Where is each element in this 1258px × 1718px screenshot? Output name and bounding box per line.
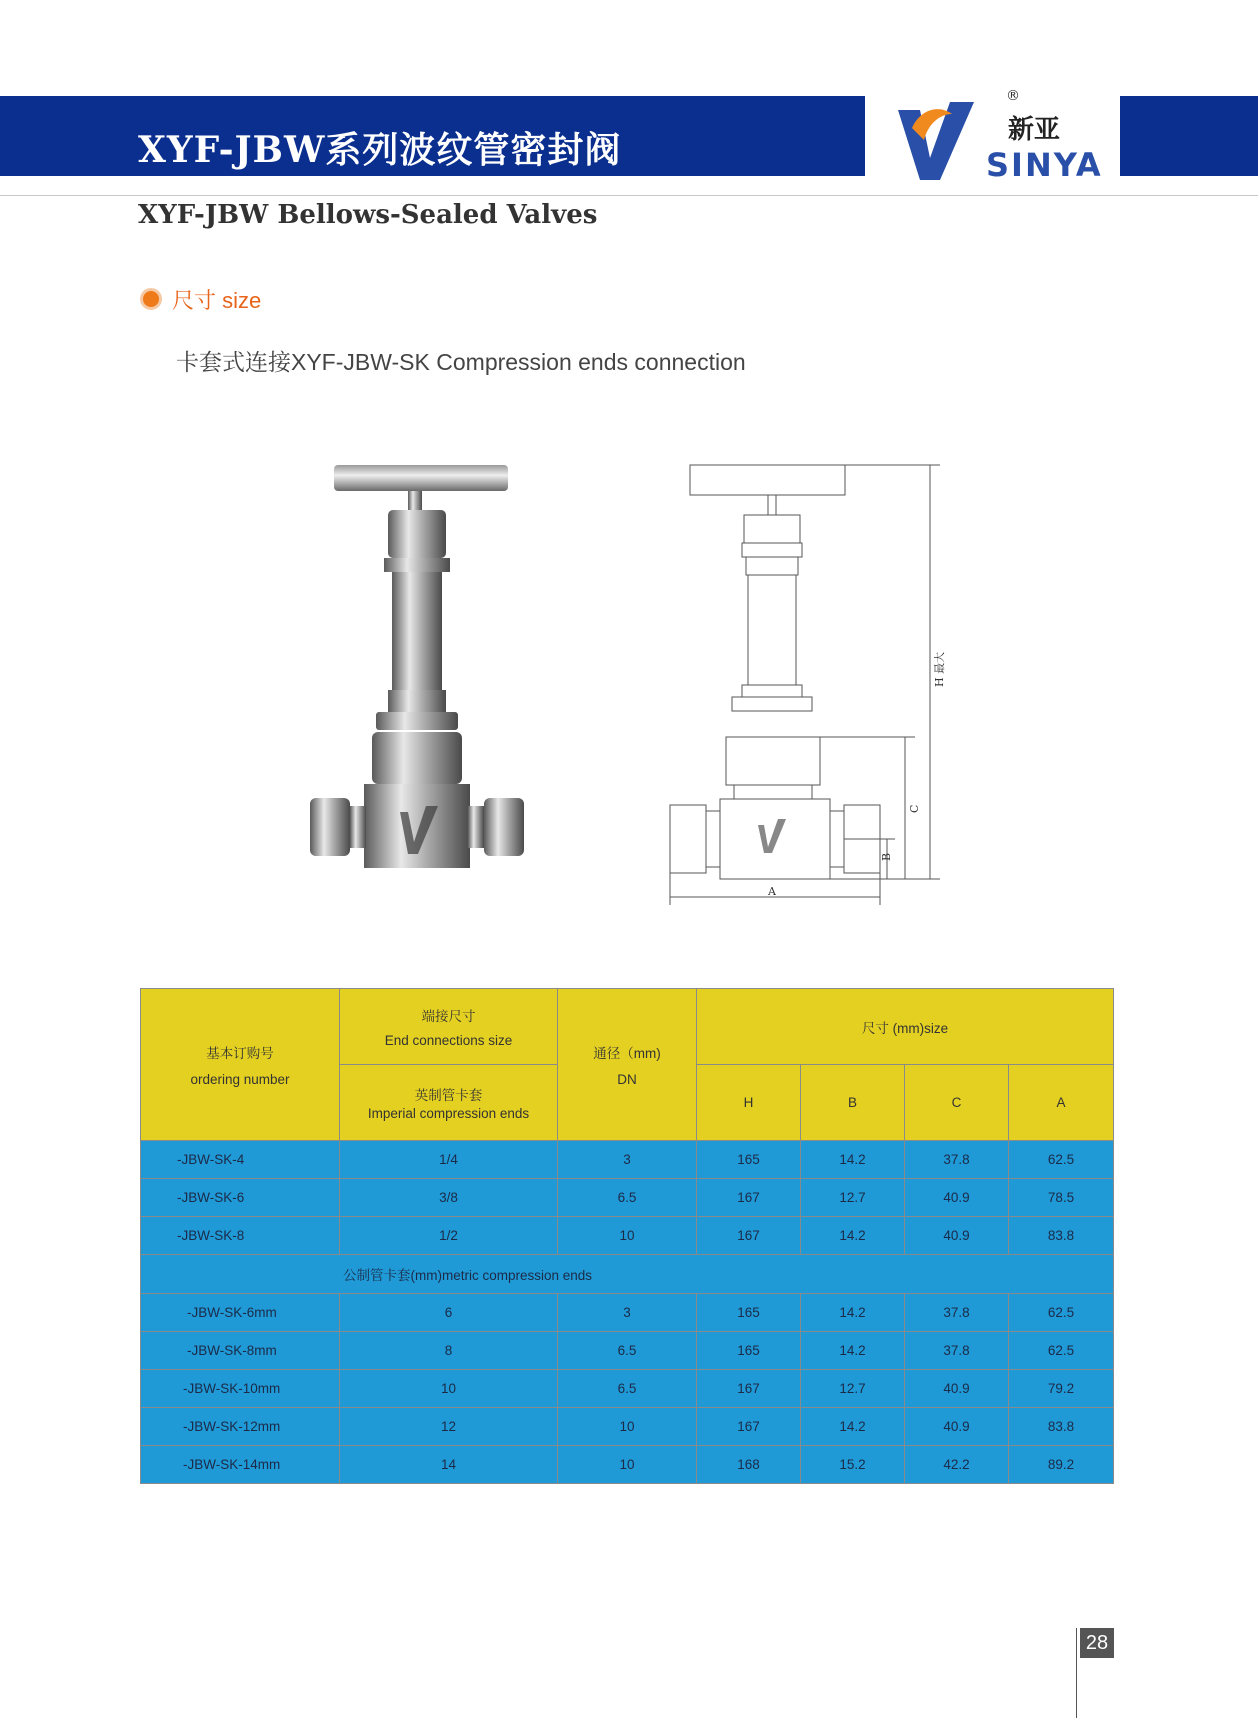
table-row: -JBW-SK-6mm 6 3 165 14.2 37.8 62.5 xyxy=(141,1294,1114,1332)
valve-photo xyxy=(300,460,540,890)
dimension-table xyxy=(140,988,1114,1484)
header-band-right xyxy=(1120,96,1258,176)
section-label: 尺寸 size xyxy=(172,288,262,313)
page-number-rule xyxy=(1076,1628,1077,1718)
col-imperial: 英制管卡套 Imperial compression ends xyxy=(340,1065,558,1141)
table-row: -JBW-SK-4 1/4 3 165 14.2 37.8 62.5 xyxy=(141,1141,1114,1179)
col-end-connections: 端接尺寸 End connections size xyxy=(340,989,558,1065)
table-row: -JBW-SK-6 3/8 6.5 167 12.7 40.9 78.5 xyxy=(141,1179,1114,1217)
col-b: B xyxy=(801,1065,905,1141)
col-c: C xyxy=(905,1065,1009,1141)
table-header-row xyxy=(141,989,1114,1065)
bullet-icon xyxy=(140,288,162,310)
section-heading xyxy=(140,284,261,315)
table-row: -JBW-SK-12mm 12 10 167 14.2 40.9 83.8 xyxy=(141,1408,1114,1446)
logo-en: SINYA xyxy=(986,146,1103,184)
page-subtitle-en: XYF-JBW Bellows-Sealed Valves xyxy=(138,200,598,230)
table-row: -JBW-SK-14mm 14 10 168 15.2 42.2 89.2 xyxy=(141,1446,1114,1484)
header-divider xyxy=(0,195,1258,196)
dim-label-h: H 最大 xyxy=(933,651,946,687)
col-size-group: 尺寸 (mm)size xyxy=(697,989,1114,1065)
metric-section-row xyxy=(141,1255,1114,1294)
dim-label-b: B xyxy=(880,852,893,861)
col-ordering: 基本订购号 ordering number xyxy=(141,989,340,1141)
col-dn: 通径（mm) DN xyxy=(558,989,697,1141)
page-number: 28 xyxy=(1080,1628,1114,1658)
table-row: -JBW-SK-8mm 8 6.5 165 14.2 37.8 62.5 xyxy=(141,1332,1114,1370)
table-row: -JBW-SK-10mm 10 6.5 167 12.7 40.9 79.2 xyxy=(141,1370,1114,1408)
page-title: XYF-JBW系列波纹管密封阀 xyxy=(138,129,622,171)
dimension-drawing xyxy=(660,455,960,905)
registered-mark: ® xyxy=(1006,88,1020,104)
table-row: -JBW-SK-8 1/2 10 167 14.2 40.9 83.8 xyxy=(141,1217,1114,1255)
dim-label-a: A xyxy=(768,885,776,898)
col-a: A xyxy=(1009,1065,1114,1141)
metric-section-label: 公制管卡套(mm)metric compression ends xyxy=(141,1255,1114,1294)
logo-cn: 新亚 xyxy=(1008,115,1061,145)
dim-label-c: C xyxy=(908,804,921,813)
connection-subtitle: 卡套式连接XYF-JBW-SK Compression ends connection xyxy=(176,349,746,375)
col-h: H xyxy=(697,1065,801,1141)
sinya-logo xyxy=(890,80,1110,185)
